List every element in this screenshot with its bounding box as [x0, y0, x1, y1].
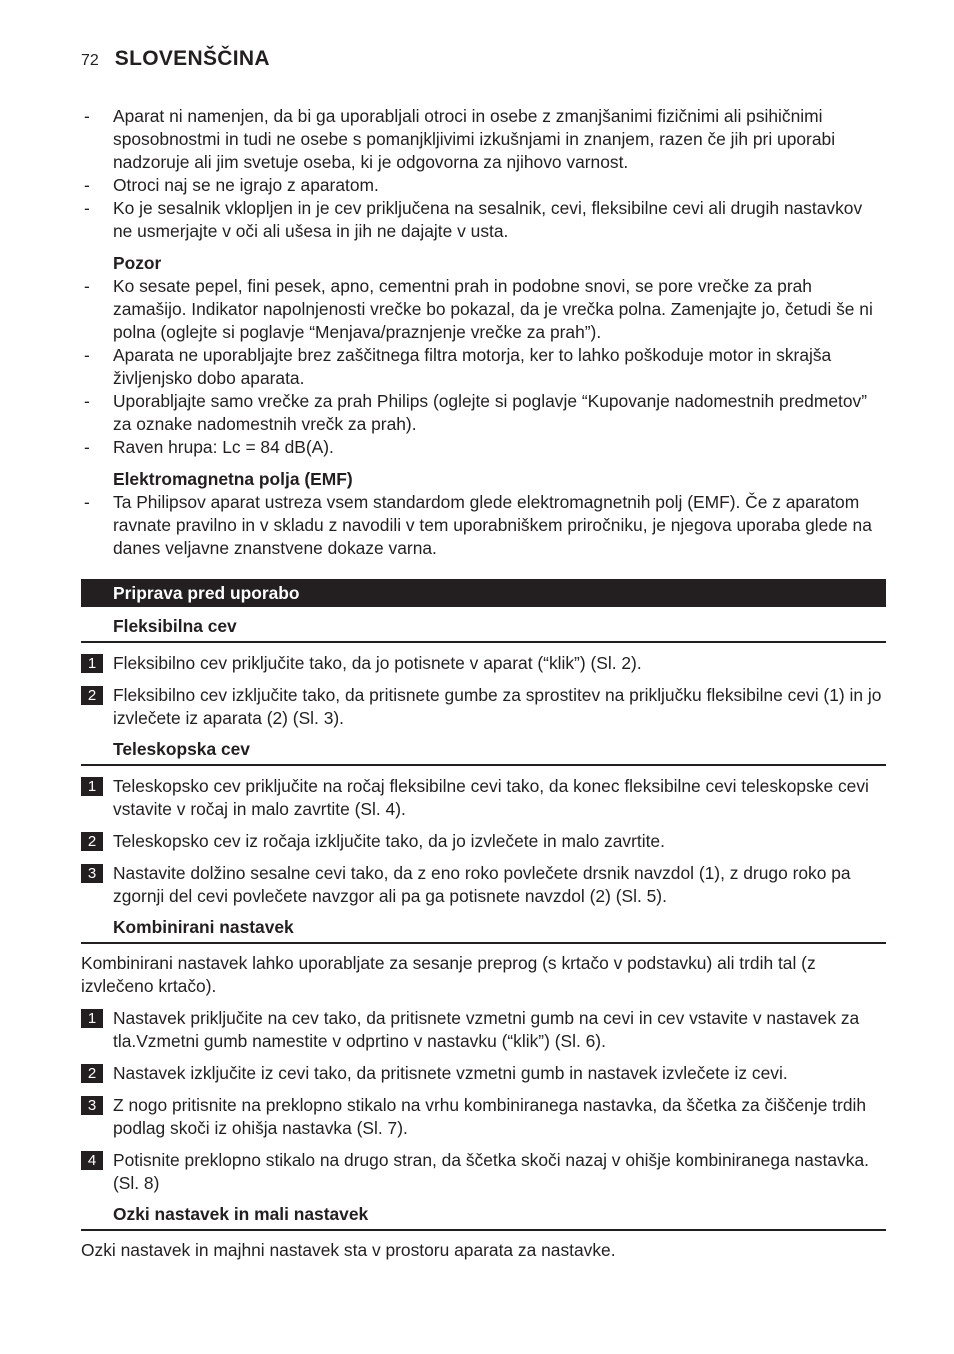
ozki-intro: Ozki nastavek in majhni nastavek sta v prostoru aparata za nastavke.	[81, 1240, 616, 1260]
bullet-text: Ta Philipsov aparat ustreza vsem standardom glede elektromagnetnih polj (EMF). Če z aparatom ravnate pravilno in v skladu z navodili v tem uporabniškem priročniku, je njegova uporaba glede na danes veljavne znanstvene dokaze varna.	[113, 492, 872, 558]
bullet-text: Uporabljajte samo vrečke za prah Philips (oglejte si poglavje “Kupovanje nadomestnih predmetov” za oznake nadomestnih vrečk za prah).	[113, 391, 867, 434]
bullet-dash: -	[84, 106, 90, 126]
page-title: SLOVENŠČINA	[114, 47, 270, 70]
bullet-text: Otroci naj se ne igrajo z aparatom.	[113, 175, 379, 195]
step-text: Teleskopsko cev priključite na ročaj fleksibilne cevi tako, da konec fleksibilne cevi teleskopske cevi vstavite v ročaj in malo zavrtite (Sl. 4).	[113, 776, 869, 819]
step-number: 3	[81, 864, 103, 883]
step-item	[81, 1062, 886, 1085]
bullet-dash: -	[84, 276, 90, 296]
step-text: Nastavite dolžino sesalne cevi tako, da z eno roko povlečete drsnik navzdol (1), z drugo roko pa zgornji del cevi povlečete navzgor ali pa ga potisnete navzdol (2) (Sl. 5).	[113, 863, 851, 906]
bullet-dash: -	[84, 391, 90, 411]
page-number: 72	[81, 52, 99, 69]
step-number: 2	[81, 832, 103, 851]
step-text: Nastavek izključite iz cevi tako, da pritisnete vzmetni gumb in nastavek izvlečete iz cevi.	[113, 1063, 788, 1083]
bullet-item	[81, 436, 886, 459]
bullet-item	[81, 344, 886, 390]
step-item	[81, 1149, 886, 1195]
step-number: 2	[81, 686, 103, 705]
bullet-dash: -	[84, 437, 90, 457]
fleksibilna-heading: Fleksibilna cev	[81, 615, 886, 643]
ozki-heading: Ozki nastavek in mali nastavek	[81, 1203, 886, 1231]
page-content	[81, 105, 886, 1262]
bullet-dash: -	[84, 345, 90, 365]
bullet-text: Aparat ni namenjen, da bi ga uporabljali otroci in osebe z zmanjšanimi fizičnimi ali psihičnimi sposobnostmi in tudi ne osebe s pomanjkljivimi izkušnjami in znanjem, razen če jih pri uporabi nadzoruje ali jim svetuje oseba, ki je odgovorna za njihovo varnost.	[113, 106, 836, 172]
bullet-item	[81, 390, 886, 436]
pozor-heading: Pozor	[113, 253, 162, 273]
step-item	[81, 775, 886, 821]
bullet-item	[81, 197, 886, 243]
kombinirani-intro: Kombinirani nastavek lahko uporabljate za sesanje preprog (s krtačo v podstavku) ali trdih tal (z izvlečeno krtačo).	[81, 953, 816, 996]
step-item	[81, 830, 886, 853]
step-number: 4	[81, 1151, 103, 1170]
page-header	[81, 47, 270, 71]
step-item	[81, 652, 886, 675]
step-number: 2	[81, 1064, 103, 1083]
step-item	[81, 1007, 886, 1053]
emf-heading: Elektromagnetna polja (EMF)	[113, 469, 353, 489]
bullet-text: Ko sesate pepel, fini pesek, apno, cementni prah in podobne snovi, se pore vrečke za prah zamašijo. Indikator napolnjenosti vrečke bo pokazal, da je vrečka polna. Zamenjajte jo, četudi še ni polna (oglejte si poglavje “Menjava/praznjenje vrečke za prah”).	[113, 276, 873, 342]
step-number: 1	[81, 777, 103, 796]
step-text: Fleksibilno cev priključite tako, da jo potisnete v aparat (“klik”) (Sl. 2).	[113, 653, 642, 673]
step-text: Teleskopsko cev iz ročaja izključite tako, da jo izvlečete in malo zavrtite.	[113, 831, 665, 851]
step-text: Fleksibilno cev izključite tako, da pritisnete gumbe za sprostitev na priključku fleksibilne cevi (1) in jo izvlečete iz aparata (2) (Sl. 3).	[113, 685, 882, 728]
bullet-dash: -	[84, 198, 90, 218]
bullet-text: Ko je sesalnik vklopljen in je cev priključena na sesalnik, cevi, fleksibilne cevi ali drugih nastavkov ne usmerjajte v oči ali ušesa in jih ne dajajte v usta.	[113, 198, 863, 241]
teleskopska-heading: Teleskopska cev	[81, 738, 886, 766]
bullet-text: Aparata ne uporabljajte brez zaščitnega filtra motorja, ker to lahko poškoduje motor in skrajša življenjsko dobo aparata.	[113, 345, 832, 388]
step-item	[81, 862, 886, 908]
step-number: 1	[81, 654, 103, 673]
step-item	[81, 1094, 886, 1140]
bullet-item	[81, 105, 886, 174]
step-text: Z nogo pritisnite na preklopno stikalo na vrhu kombiniranega nastavka, da ščetka za čiščenje trdih podlag skoči iz ohišja nastavka (Sl. 7).	[113, 1095, 867, 1138]
kombinirani-heading: Kombinirani nastavek	[81, 916, 886, 944]
section-title-bar: Priprava pred uporabo	[81, 579, 886, 607]
step-number: 1	[81, 1009, 103, 1028]
step-text: Nastavek priključite na cev tako, da pritisnete vzmetni gumb na cevi in cev vstavite v nastavek za tla.Vzmetni gumb namestite v odprtino v nastavku (“klik”) (Sl. 6).	[113, 1008, 860, 1051]
bullet-item	[81, 174, 886, 197]
step-number: 3	[81, 1096, 103, 1115]
step-text: Potisnite preklopno stikalo na drugo stran, da ščetka skoči nazaj v ohišje kombiniranega nastavka. (Sl. 8)	[113, 1150, 869, 1193]
bullet-item	[81, 491, 886, 560]
bullet-item	[81, 275, 886, 344]
bullet-dash: -	[84, 492, 90, 512]
step-item	[81, 684, 886, 730]
bullet-text: Raven hrupa: Lc = 84 dB(A).	[113, 437, 334, 457]
bullet-dash: -	[84, 175, 90, 195]
